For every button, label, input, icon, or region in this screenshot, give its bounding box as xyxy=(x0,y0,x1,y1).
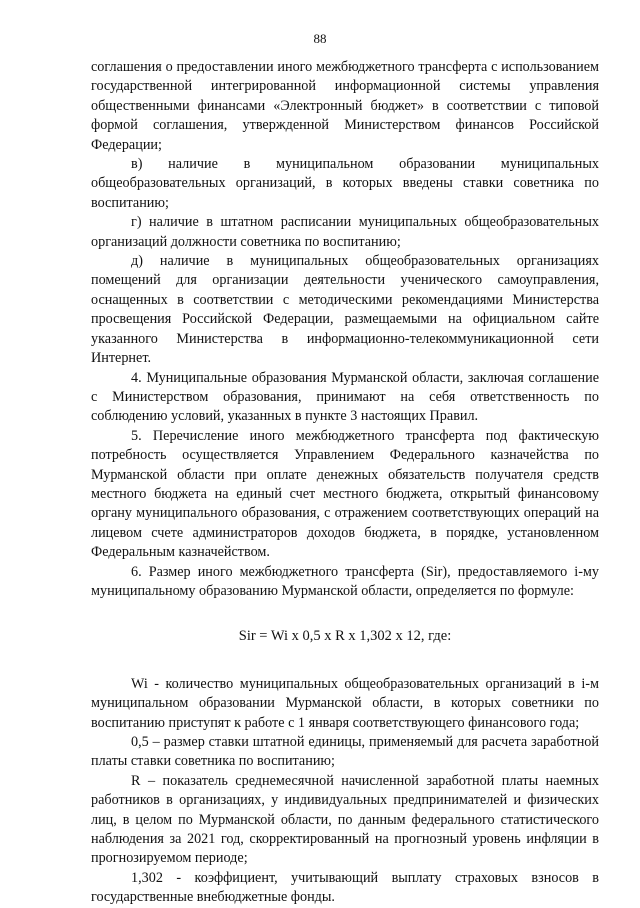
paragraph-clause-5: 5. Перечисление иного межбюджетного трансферта под фактическую потребность осуществляется Управлением Федерального казначейства по Мурманской области при оплате денежных обязательств получателя средств местного бюджета на единый счет местного бюджета, открытый финансовому органу муниципального образования, с отражением соответствующих операций на лицевом счете администраторов доходов бюджета, в порядке, установленном Федеральным казначейством. xyxy=(91,427,599,561)
paragraph-item-v: в) наличие в муниципальном образовании муниципальных общеобразовательных организаций, в которых введены ставки советника по воспитанию; xyxy=(91,156,599,211)
definition-rate: 0,5 – размер ставки штатной единицы, применяемый для расчета заработной платы ставки советника по воспитанию; xyxy=(91,734,599,770)
definition-r: R – показатель среднемесячной начисленной заработной платы наемных работников в организациях, у индивидуальных предпринимателей и физических лиц, в целом по Мурманской области, по данным федерального статистического наблюдения за 2021 год, скорректированный на прогнозный уровень инфляции в прогнозируемом периоде; xyxy=(91,772,599,867)
definition-coefficient: 1,302 - коэффициент, учитывающий выплату страховых взносов в государственные внебюджетные фонды. xyxy=(91,869,599,906)
paragraph-item-g: г) наличие в штатном расписании муниципальных общеобразовательных организаций должности советника по воспитанию; xyxy=(91,214,599,250)
page-number: 88 xyxy=(313,31,327,46)
document-body xyxy=(91,58,599,908)
paragraph-item-d: д) наличие в муниципальных общеобразовательных организациях помещений для организации деятельности ученического самоуправления, оснащенных в соответствии с методическими рекомендациями Министерства просвещения Российской Федерации, размещаемыми на официальном сайте указанного Министерства в информационно-телекоммуникационной сети Интернет. xyxy=(91,253,599,367)
paragraph-agreement-continuation: соглашения о предоставлении иного межбюджетного трансферта с использованием государственной интегрированной информационной системы управления общественными финансами «Электронный бюджет» в соответствии с типовой формой соглашения, утвержденной Министерством финансов Российской Федерации; xyxy=(91,59,599,153)
definition-wi: Wi - количество муниципальных общеобразовательных организаций в i-м муниципальном образовании Мурманской области, в которых советники по воспитанию приступят к работе с 1 января соответствующего финансового года; xyxy=(91,675,599,731)
paragraph-clause-4: 4. Муниципальные образования Мурманской области, заключая соглашение с Министерством образования, принимают на себя ответственность по соблюдению условий, указанных в пункте 3 настоящих Правил. xyxy=(91,369,599,425)
paragraph-clause-6: 6. Размер иного межбюджетного трансферта (Sir), предоставляемого i-му муниципальному образованию Мурманской области, определяется по формуле: xyxy=(91,563,599,599)
formula: Sir = Wi x 0,5 x R x 1,302 x 12, где: xyxy=(238,628,452,645)
